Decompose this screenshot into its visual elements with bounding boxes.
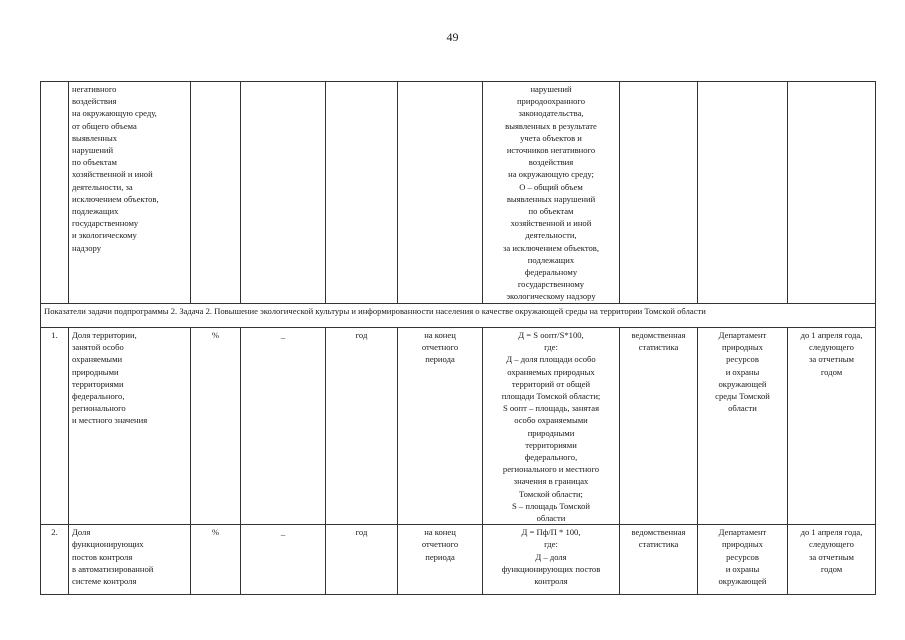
table-row-continuation (41, 82, 876, 304)
cell-responsible (698, 82, 788, 304)
cell-unit (191, 82, 241, 304)
cell-indicator-name: негативного воздействия на окружающую среду, от общего объема выявленных нарушений по объектам хозяйственной и иной деятельности, за исключением объектов, подлежащих государственному и экологическому надзору (69, 82, 191, 304)
table-row (41, 525, 876, 595)
cell-deadline: до 1 апреля года, следующего за отчетным годом (788, 328, 876, 525)
cell-source: ведомственная статистика (620, 525, 698, 595)
cell-num: 1. (41, 328, 69, 525)
section-header-row (41, 304, 876, 328)
indicators-table (40, 81, 876, 595)
cell-time (398, 82, 483, 304)
page-number: 49 (446, 30, 459, 44)
cell-unit: % (191, 525, 241, 595)
cell-value: _ (241, 525, 326, 595)
section-header: Показатели задачи подпрограммы 2. Задача 2. Повышение экологической культуры и информированности населения о качестве окружающей среды на территории Томской области (41, 304, 876, 328)
cell-period: год (326, 328, 398, 525)
cell-time: на конец отчетного периода (398, 328, 483, 525)
cell-source: ведомственная статистика (620, 328, 698, 525)
cell-indicator-name: Доля функционирующих постов контроля в автоматизированной системе контроля (69, 525, 191, 595)
cell-source (620, 82, 698, 304)
cell-unit: % (191, 328, 241, 525)
cell-responsible: Департамент природных ресурсов и охраны окружающей среды Томской области (698, 328, 788, 525)
cell-formula: Д = Пф/П * 100, где: Д – доля функционирующих постов контроля (483, 525, 620, 595)
cell-period (326, 82, 398, 304)
cell-value (241, 82, 326, 304)
cell-deadline: до 1 апреля года, следующего за отчетным годом (788, 525, 876, 595)
cell-value: _ (241, 328, 326, 525)
cell-formula: Д = S оопт/S*100, где: Д – доля площади особо охраняемых природных территорий от общей площади Томской области; S оопт – площадь, занятая особо охраняемыми природными территориями федерального, регионального и местного значения в границах Томской области; S – площадь Томской области (483, 328, 620, 525)
cell-time: на конец отчетного периода (398, 525, 483, 595)
cell-deadline (788, 82, 876, 304)
cell-period: год (326, 525, 398, 595)
table-row (41, 328, 876, 525)
cell-num (41, 82, 69, 304)
cell-formula: нарушений природоохранного законодательства, выявленных в результате учета объектов и источников негативного воздействия на окружающую среду; О – общий объем выявленных нарушений по объектам хозяйственной и иной деятельности, за исключением объектов, подлежащих федеральному государственному экологическому надзору (483, 82, 620, 304)
cell-responsible: Департамент природных ресурсов и охраны окружающей (698, 525, 788, 595)
cell-num: 2. (41, 525, 69, 595)
cell-indicator-name: Доля территории, занятой особо охраняемыми природными территориями федерального, регионального и местного значения (69, 328, 191, 525)
